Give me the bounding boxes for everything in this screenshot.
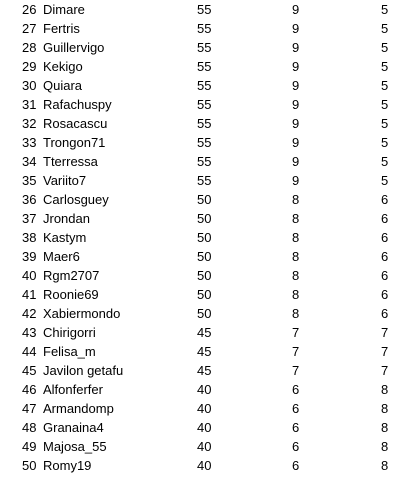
points-cell: 45 — [197, 325, 212, 340]
points-cell: 40 — [197, 458, 212, 473]
points-cell: 45 — [197, 363, 212, 378]
stat-b-cell: 5 — [381, 173, 389, 188]
stat-a-cell: 7 — [292, 363, 300, 378]
stat-a-cell: 9 — [292, 21, 300, 36]
stat-b-cell: 6 — [381, 249, 389, 264]
stat-a-cell: 8 — [292, 192, 300, 207]
table-row — [0, 76, 419, 95]
table-row — [0, 437, 419, 456]
points-cell: 55 — [197, 40, 212, 55]
rank-cell: 36 — [22, 192, 37, 207]
player-name-cell: Carlosguey — [43, 192, 109, 207]
rank-cell: 41 — [22, 287, 37, 302]
stat-b-cell: 6 — [381, 268, 389, 283]
points-cell: 55 — [197, 97, 212, 112]
stat-a-cell: 9 — [292, 59, 300, 74]
stat-b-cell: 7 — [381, 363, 389, 378]
table-row — [0, 399, 419, 418]
rank-cell: 38 — [22, 230, 37, 245]
stat-a-cell: 6 — [292, 401, 300, 416]
stat-b-cell: 8 — [381, 458, 389, 473]
player-name-cell: Kekigo — [43, 59, 83, 74]
stat-b-cell: 5 — [381, 78, 389, 93]
table-row — [0, 209, 419, 228]
stat-a-cell: 8 — [292, 211, 300, 226]
rank-cell: 26 — [22, 2, 37, 17]
rank-cell: 35 — [22, 173, 37, 188]
player-name-cell: Felisa_m — [43, 344, 96, 359]
stat-a-cell: 9 — [292, 116, 300, 131]
stat-b-cell: 7 — [381, 344, 389, 359]
stat-a-cell: 7 — [292, 344, 300, 359]
table-row — [0, 152, 419, 171]
player-name-cell: Dimare — [43, 2, 85, 17]
rank-cell: 28 — [22, 40, 37, 55]
rank-cell: 48 — [22, 420, 37, 435]
points-cell: 40 — [197, 439, 212, 454]
player-name-cell: Javilon getafu — [43, 363, 124, 378]
player-name-cell: Variito7 — [43, 173, 87, 188]
stat-b-cell: 5 — [381, 135, 389, 150]
table-row — [0, 133, 419, 152]
points-cell: 40 — [197, 420, 212, 435]
table-row — [0, 361, 419, 380]
stat-a-cell: 9 — [292, 97, 300, 112]
player-name-cell: Guillervigo — [43, 40, 105, 55]
stat-a-cell: 9 — [292, 173, 300, 188]
rank-cell: 29 — [22, 59, 37, 74]
stat-b-cell: 5 — [381, 40, 389, 55]
stat-b-cell: 8 — [381, 401, 389, 416]
table-row — [0, 190, 419, 209]
points-cell: 40 — [197, 401, 212, 416]
player-name-cell: Chirigorri — [43, 325, 96, 340]
table-row — [0, 285, 419, 304]
table-row — [0, 247, 419, 266]
points-cell: 50 — [197, 249, 212, 264]
stat-b-cell: 5 — [381, 2, 389, 17]
player-name-cell: Rafachuspy — [43, 97, 112, 112]
points-cell: 50 — [197, 230, 212, 245]
stat-b-cell: 8 — [381, 420, 389, 435]
rank-cell: 44 — [22, 344, 37, 359]
stat-a-cell: 8 — [292, 249, 300, 264]
table-row — [0, 114, 419, 133]
table-row — [0, 57, 419, 76]
stat-a-cell: 9 — [292, 154, 300, 169]
rank-cell: 31 — [22, 97, 37, 112]
player-name-cell: Tterressa — [43, 154, 98, 169]
player-name-cell: Alfonferfer — [43, 382, 103, 397]
stat-a-cell: 6 — [292, 439, 300, 454]
table-row — [0, 266, 419, 285]
points-cell: 50 — [197, 268, 212, 283]
stat-a-cell: 9 — [292, 135, 300, 150]
table-row — [0, 342, 419, 361]
rank-cell: 49 — [22, 439, 37, 454]
points-cell: 55 — [197, 59, 212, 74]
player-name-cell: Xabiermondo — [43, 306, 121, 321]
table-row — [0, 38, 419, 57]
player-name-cell: Jrondan — [43, 211, 90, 226]
table-row — [0, 456, 419, 475]
table-row — [0, 19, 419, 38]
points-cell: 50 — [197, 192, 212, 207]
points-cell: 40 — [197, 382, 212, 397]
stat-a-cell: 6 — [292, 420, 300, 435]
player-name-cell: Trongon71 — [43, 135, 106, 150]
table-row — [0, 228, 419, 247]
stat-b-cell: 6 — [381, 230, 389, 245]
stat-b-cell: 6 — [381, 211, 389, 226]
points-cell: 55 — [197, 78, 212, 93]
table-row — [0, 0, 419, 19]
stat-b-cell: 6 — [381, 306, 389, 321]
player-name-cell: Maer6 — [43, 249, 80, 264]
points-cell: 55 — [197, 116, 212, 131]
stat-b-cell: 7 — [381, 325, 389, 340]
player-name-cell: Rgm2707 — [43, 268, 100, 283]
player-name-cell: Granaina4 — [43, 420, 104, 435]
rank-cell: 33 — [22, 135, 37, 150]
stat-b-cell: 6 — [381, 287, 389, 302]
rank-cell: 45 — [22, 363, 37, 378]
stat-a-cell: 8 — [292, 306, 300, 321]
rank-cell: 37 — [22, 211, 37, 226]
stat-b-cell: 5 — [381, 154, 389, 169]
stat-b-cell: 6 — [381, 192, 389, 207]
points-cell: 55 — [197, 135, 212, 150]
stat-a-cell: 6 — [292, 458, 300, 473]
points-cell: 50 — [197, 306, 212, 321]
stat-a-cell: 8 — [292, 287, 300, 302]
rank-cell: 43 — [22, 325, 37, 340]
stat-a-cell: 8 — [292, 268, 300, 283]
table-row — [0, 171, 419, 190]
player-name-cell: Rosacascu — [43, 116, 108, 131]
points-cell: 50 — [197, 211, 212, 226]
stat-a-cell: 6 — [292, 382, 300, 397]
points-cell: 55 — [197, 2, 212, 17]
rank-cell: 40 — [22, 268, 37, 283]
table-row — [0, 304, 419, 323]
points-cell: 55 — [197, 173, 212, 188]
rank-cell: 30 — [22, 78, 37, 93]
table-row — [0, 380, 419, 399]
points-cell: 50 — [197, 287, 212, 302]
rank-cell: 50 — [22, 458, 37, 473]
player-name-cell: Fertris — [43, 21, 80, 36]
player-name-cell: Kastym — [43, 230, 87, 245]
points-cell: 55 — [197, 21, 212, 36]
table-row — [0, 323, 419, 342]
stat-a-cell: 9 — [292, 40, 300, 55]
stat-a-cell: 7 — [292, 325, 300, 340]
stat-b-cell: 8 — [381, 382, 389, 397]
stat-a-cell: 9 — [292, 2, 300, 17]
rank-cell: 47 — [22, 401, 37, 416]
rank-cell: 34 — [22, 154, 37, 169]
rank-cell: 39 — [22, 249, 37, 264]
player-name-cell: Romy19 — [43, 458, 92, 473]
stat-b-cell: 5 — [381, 59, 389, 74]
rank-cell: 42 — [22, 306, 37, 321]
rank-cell: 27 — [22, 21, 37, 36]
player-name-cell: Majosa_55 — [43, 439, 107, 454]
table-row — [0, 95, 419, 114]
points-cell: 45 — [197, 344, 212, 359]
points-cell: 55 — [197, 154, 212, 169]
stat-b-cell: 5 — [381, 97, 389, 112]
stat-a-cell: 9 — [292, 78, 300, 93]
stat-b-cell: 8 — [381, 439, 389, 454]
rank-cell: 32 — [22, 116, 37, 131]
player-name-cell: Roonie69 — [43, 287, 99, 302]
player-name-cell: Armandomp — [43, 401, 114, 416]
table-row — [0, 418, 419, 437]
stat-a-cell: 8 — [292, 230, 300, 245]
player-name-cell: Quiara — [43, 78, 83, 93]
stat-b-cell: 5 — [381, 21, 389, 36]
rank-cell: 46 — [22, 382, 37, 397]
stat-b-cell: 5 — [381, 116, 389, 131]
